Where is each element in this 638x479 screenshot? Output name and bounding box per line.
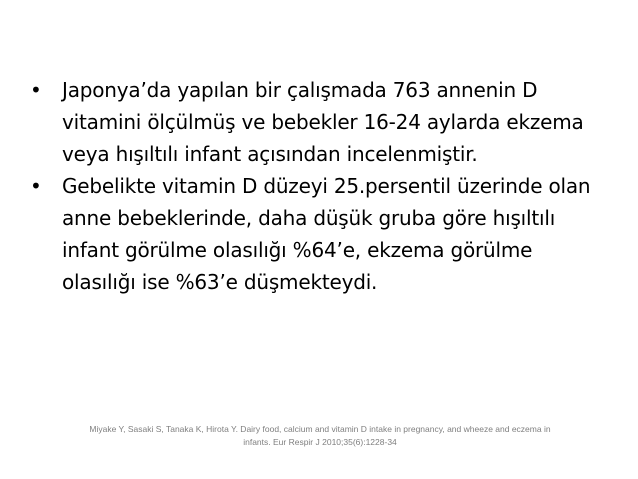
citation-line-1: Miyake Y, Sasaki S, Tanaka K, Hirota Y. Dairy food, calcium and vitamin D intake in pregnancy, and wheeze and eczema in [89,424,551,434]
bullet-marker: • [30,78,42,102]
bullet-text: Gebelikte vitamin D düzeyi 25.persentil üzerinde olan anne bebeklerinde, daha düşük gruba göre hışıltılı infant görülme olasılığı %64’e, ekzema görülme olasılığı ise %63’e düşmekteydi. [62,174,591,294]
citation-line-2: infants. Eur Respir J 2010;35(6):1228-34 [243,437,397,447]
bullet-item-result [30,170,610,298]
bullet-marker: • [30,174,42,198]
citation [40,423,600,449]
bullet-list [30,74,610,298]
bullet-item-study [30,74,610,170]
bullet-text: Japonya’da yapılan bir çalışmada 763 annenin D vitamini ölçülmüş ve bebekler 16-24 aylarda ekzema veya hışıltılı infant açısından incelenmiştir. [62,78,584,166]
